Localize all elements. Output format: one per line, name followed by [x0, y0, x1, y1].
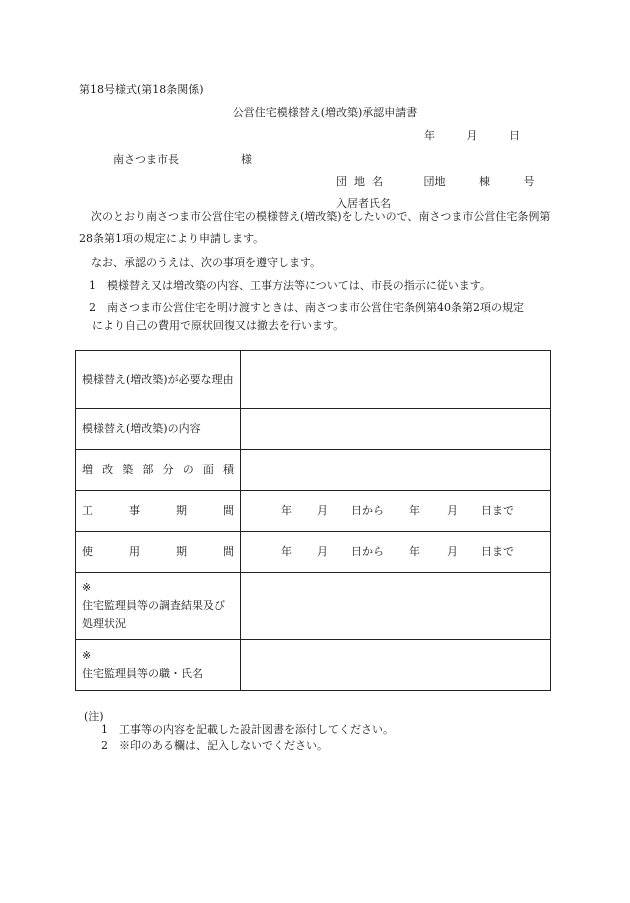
work-period-label-char: 工 — [82, 504, 93, 517]
date-day: 日 — [509, 129, 520, 142]
body-paragraph-1: 次のとおり南さつま市公営住宅の模様替え(増改築)をしたいので、南さつま市公営住宅条例第28条第1項の規定により申請します。 — [79, 210, 551, 245]
officer-label-text: 住宅監理員等の職・氏名 — [82, 667, 203, 680]
period-from: 日から — [351, 504, 384, 517]
area-label-char: 部 — [142, 463, 154, 476]
date-year: 年 — [424, 129, 435, 142]
table-row — [76, 573, 551, 640]
estate-label: 団地名 — [336, 175, 390, 188]
table-row — [76, 640, 551, 691]
work-period-label — [76, 491, 241, 532]
use-period-label-char: 期 — [176, 545, 187, 558]
reason-label: 模様替え(増改築)が必要な理由 — [76, 351, 241, 409]
period-from: 日から — [351, 545, 384, 558]
estate-value — [394, 175, 535, 188]
officer-mark: ※ — [82, 649, 92, 662]
table-row — [76, 409, 551, 450]
area-label-char: 分 — [162, 463, 174, 476]
content-label: 模様替え(増改築)の内容 — [76, 409, 241, 450]
table-row — [76, 532, 551, 573]
work-period-label-char: 期 — [176, 504, 187, 517]
area-label-char: 増 — [82, 463, 93, 476]
survey-mark: ※ — [82, 581, 92, 594]
condition-item-1-text: 模様替え又は増改築の内容、工事方法等については、市長の指示に従います。 — [107, 279, 491, 292]
note-num: 1 — [101, 723, 108, 736]
survey-field[interactable] — [241, 573, 551, 640]
form-title: 公営住宅模様替え(増改築)承認申請書 — [232, 106, 418, 119]
condition-item-2-num: 2 — [89, 301, 96, 314]
period-year: 年 — [409, 504, 420, 517]
form-number: 第18号様式(第18条関係) — [79, 83, 204, 96]
condition-item-1 — [79, 275, 554, 297]
note-item — [101, 724, 394, 735]
condition-item-2-continued: により自己の費用で原状回復又は撤去を行います。 — [92, 319, 345, 332]
period-to: 日まで — [481, 545, 514, 558]
period-to: 日まで — [481, 504, 514, 517]
work-period-field[interactable] — [241, 491, 551, 532]
period-month: 月 — [317, 504, 328, 517]
reason-field[interactable] — [241, 351, 551, 409]
estate-line — [336, 176, 535, 187]
period-year: 年 — [281, 545, 292, 558]
condition-item-1-num: 1 — [89, 279, 96, 292]
addressee: 南さつま市長 — [113, 153, 179, 166]
content-field[interactable] — [241, 409, 551, 450]
area-label-char: 面 — [202, 463, 214, 476]
estate-unit: 団地 — [423, 175, 446, 188]
area-label-char: 積 — [222, 463, 234, 476]
survey-label — [76, 573, 241, 640]
area-label-char: の — [182, 463, 194, 476]
table-row — [76, 351, 551, 409]
note-text: 工事等の内容を記載した設計図書を添付してください。 — [119, 723, 394, 736]
number-unit: 号 — [523, 175, 535, 188]
area-field[interactable] — [241, 450, 551, 491]
table-row — [76, 491, 551, 532]
resident-label: 入居者氏名 — [336, 197, 391, 210]
note-text: ※印のある欄は、記入しないでください。 — [119, 739, 328, 752]
survey-label-text: 住宅監理員等の調査結果及び処理状況 — [82, 599, 225, 630]
body-paragraph-2: なお、承認のうえは、次の事項を遵守します。 — [91, 256, 322, 269]
condition-item-2-text: 南さつま市公営住宅を明け渡すときは、南さつま市公営住宅条例第40条第2項の規定 — [107, 301, 524, 314]
area-label-char: 改 — [102, 463, 114, 476]
date-line — [396, 130, 520, 141]
officer-field[interactable] — [241, 640, 551, 691]
area-label — [76, 450, 241, 491]
building-unit: 棟 — [479, 175, 490, 188]
use-period-field[interactable] — [241, 532, 551, 573]
period-month: 月 — [317, 545, 328, 558]
addressee-honorific: 様 — [241, 153, 252, 166]
table-row — [76, 450, 551, 491]
area-label-char: 築 — [122, 463, 134, 476]
period-year: 年 — [281, 504, 292, 517]
use-period-label — [76, 532, 241, 573]
period-month: 月 — [447, 504, 458, 517]
period-month: 月 — [447, 545, 458, 558]
application-table — [75, 350, 551, 691]
use-period-label-char: 使 — [82, 545, 93, 558]
notes-title: (注) — [84, 710, 104, 723]
date-month: 月 — [466, 129, 478, 142]
officer-label — [76, 640, 241, 691]
work-period-label-char: 事 — [129, 504, 140, 517]
note-item — [101, 740, 328, 751]
note-num: 2 — [101, 739, 108, 752]
use-period-label-char: 間 — [223, 545, 234, 558]
period-year: 年 — [409, 545, 420, 558]
condition-item-2 — [79, 297, 554, 319]
work-period-label-char: 間 — [223, 504, 234, 517]
use-period-label-char: 用 — [129, 545, 140, 558]
